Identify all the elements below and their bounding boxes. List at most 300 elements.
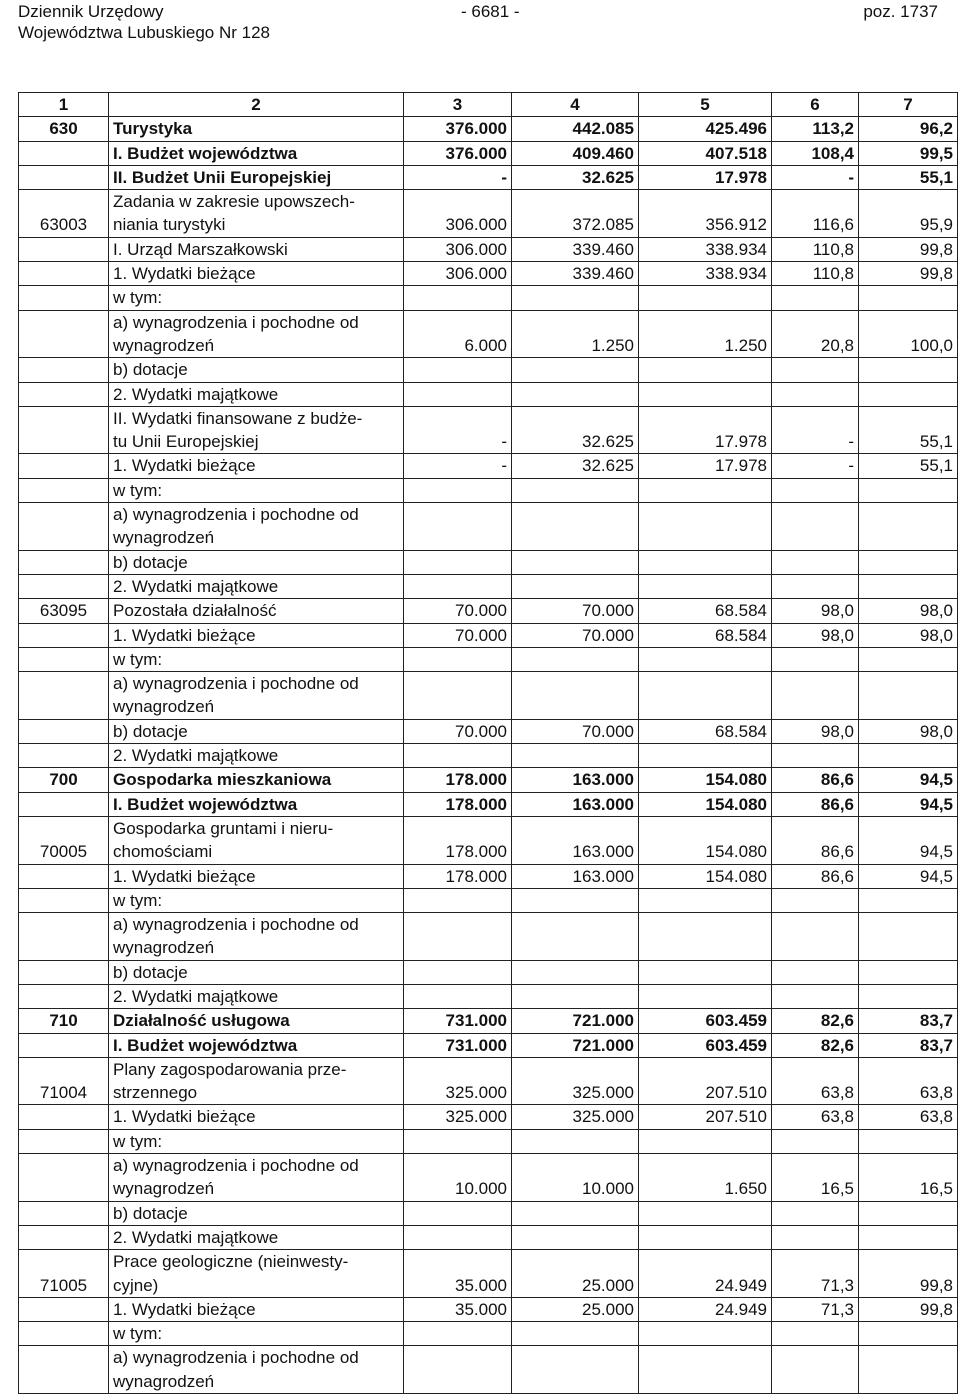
plan-value [404, 550, 512, 574]
table-row [19, 792, 958, 816]
amended-plan-value: 1.250 [512, 310, 639, 358]
item-name: a) wynagrodzenia i pochodne od wynagrodzeń [109, 913, 404, 961]
table-row [19, 1346, 958, 1394]
plan-value: 306.000 [404, 237, 512, 261]
item-name: 1. Wydatki bieżące [109, 1297, 404, 1321]
classification-code: 630 [19, 117, 109, 141]
amended-plan-value [512, 984, 639, 1008]
percent-of-amended [859, 744, 958, 768]
classification-code [19, 864, 109, 888]
plan-value: - [404, 165, 512, 189]
item-name: 2. Wydatki majątkowe [109, 382, 404, 406]
item-name: w tym: [109, 1322, 404, 1346]
classification-code [19, 406, 109, 454]
percent-of-amended [859, 647, 958, 671]
classification-code: 63003 [19, 190, 109, 238]
plan-value [404, 672, 512, 720]
position-number: poz. 1737 [863, 2, 938, 21]
item-name: b) dotacje [109, 550, 404, 574]
plan-value: 10.000 [404, 1154, 512, 1202]
item-name: I. Budżet województwa [109, 1033, 404, 1057]
classification-code [19, 1201, 109, 1225]
execution-value [639, 960, 772, 984]
classification-code [19, 286, 109, 310]
plan-value: 35.000 [404, 1297, 512, 1321]
amended-plan-value: 70.000 [512, 719, 639, 743]
classification-code [19, 1297, 109, 1321]
classification-code: 710 [19, 1009, 109, 1033]
table-row [19, 286, 958, 310]
percent-of-amended: 94,5 [859, 792, 958, 816]
plan-value: 376.000 [404, 141, 512, 165]
percent-of-amended: 16,5 [859, 1154, 958, 1202]
classification-code [19, 574, 109, 598]
percent-of-amended: 55,1 [859, 165, 958, 189]
percent-of-plan: 116,6 [772, 190, 859, 238]
execution-value: 24.949 [639, 1297, 772, 1321]
table-row [19, 960, 958, 984]
percent-of-plan [772, 1225, 859, 1249]
execution-value: 154.080 [639, 816, 772, 864]
percent-of-amended [859, 1225, 958, 1249]
journal-title: Dziennik Urzędowy [18, 2, 164, 21]
execution-value: 356.912 [639, 190, 772, 238]
classification-code: 700 [19, 768, 109, 792]
plan-value [404, 913, 512, 961]
percent-of-amended [859, 358, 958, 382]
execution-value [639, 382, 772, 406]
item-name: a) wynagrodzenia i pochodne od wynagrodzeń [109, 672, 404, 720]
item-name: b) dotacje [109, 719, 404, 743]
execution-value [639, 1201, 772, 1225]
percent-of-amended: 55,1 [859, 454, 958, 478]
table-row [19, 117, 958, 141]
amended-plan-value [512, 550, 639, 574]
amended-plan-value [512, 574, 639, 598]
classification-code [19, 454, 109, 478]
plan-value: 325.000 [404, 1057, 512, 1105]
percent-of-plan [772, 382, 859, 406]
execution-value: 338.934 [639, 262, 772, 286]
classification-code [19, 382, 109, 406]
item-name: b) dotacje [109, 1201, 404, 1225]
table-row [19, 1154, 958, 1202]
amended-plan-value [512, 1322, 639, 1346]
percent-of-amended: 99,8 [859, 1250, 958, 1298]
execution-value: 1.650 [639, 1154, 772, 1202]
item-name: 1. Wydatki bieżące [109, 1105, 404, 1129]
execution-value: 154.080 [639, 768, 772, 792]
execution-value [639, 1322, 772, 1346]
classification-code [19, 719, 109, 743]
execution-value: 603.459 [639, 1009, 772, 1033]
amended-plan-value: 339.460 [512, 237, 639, 261]
execution-value [639, 913, 772, 961]
percent-of-plan: 71,3 [772, 1250, 859, 1298]
table-row [19, 358, 958, 382]
amended-plan-value [512, 358, 639, 382]
classification-code [19, 1225, 109, 1249]
amended-plan-value [512, 1346, 639, 1394]
execution-value: 207.510 [639, 1105, 772, 1129]
table-row [19, 141, 958, 165]
plan-value [404, 984, 512, 1008]
classification-code [19, 913, 109, 961]
table-row [19, 165, 958, 189]
execution-value: 603.459 [639, 1033, 772, 1057]
execution-value: 425.496 [639, 117, 772, 141]
table-row [19, 1322, 958, 1346]
amended-plan-value: 325.000 [512, 1057, 639, 1105]
item-name: b) dotacje [109, 960, 404, 984]
classification-code [19, 984, 109, 1008]
amended-plan-value [512, 1201, 639, 1225]
plan-value: 376.000 [404, 117, 512, 141]
percent-of-plan: 16,5 [772, 1154, 859, 1202]
execution-value [639, 1346, 772, 1394]
table-row [19, 984, 958, 1008]
percent-of-amended: 99,8 [859, 1297, 958, 1321]
classification-code [19, 358, 109, 382]
item-name: Plany zagospodarowania prze- strzennego [109, 1057, 404, 1105]
classification-code [19, 237, 109, 261]
classification-code [19, 1033, 109, 1057]
item-name: Turystyka [109, 117, 404, 141]
amended-plan-value: 163.000 [512, 864, 639, 888]
classification-code [19, 1346, 109, 1394]
percent-of-plan: 20,8 [772, 310, 859, 358]
amended-plan-value: 372.085 [512, 190, 639, 238]
percent-of-amended: 83,7 [859, 1033, 958, 1057]
execution-value [639, 984, 772, 1008]
table-row [19, 478, 958, 502]
plan-value [404, 503, 512, 551]
column-number: 3 [404, 93, 512, 117]
percent-of-amended: 83,7 [859, 1009, 958, 1033]
execution-value: 17.978 [639, 406, 772, 454]
item-name: Gospodarka gruntami i nieru- chomościami [109, 816, 404, 864]
classification-code [19, 888, 109, 912]
percent-of-amended [859, 672, 958, 720]
amended-plan-value [512, 1225, 639, 1249]
plan-value: 70.000 [404, 623, 512, 647]
item-name: a) wynagrodzenia i pochodne od wynagrodzeń [109, 503, 404, 551]
item-name: 2. Wydatki majątkowe [109, 1225, 404, 1249]
plan-value: 6.000 [404, 310, 512, 358]
column-number: 7 [859, 93, 958, 117]
percent-of-plan: 86,6 [772, 768, 859, 792]
amended-plan-value: 163.000 [512, 768, 639, 792]
amended-plan-value: 325.000 [512, 1105, 639, 1129]
table-row [19, 503, 958, 551]
percent-of-plan [772, 888, 859, 912]
item-name: 2. Wydatki majątkowe [109, 574, 404, 598]
item-name: a) wynagrodzenia i pochodne od wynagrodzeń [109, 1346, 404, 1394]
percent-of-amended [859, 478, 958, 502]
table-row [19, 1201, 958, 1225]
amended-plan-value: 163.000 [512, 792, 639, 816]
classification-code [19, 672, 109, 720]
execution-value [639, 478, 772, 502]
percent-of-amended: 63,8 [859, 1105, 958, 1129]
percent-of-amended: 98,0 [859, 623, 958, 647]
execution-value [639, 550, 772, 574]
plan-value [404, 1322, 512, 1346]
plan-value [404, 382, 512, 406]
execution-value: 68.584 [639, 719, 772, 743]
percent-of-plan: - [772, 454, 859, 478]
item-name: 1. Wydatki bieżące [109, 623, 404, 647]
table-row [19, 1225, 958, 1249]
classification-code [19, 310, 109, 358]
percent-of-plan: - [772, 406, 859, 454]
execution-value [639, 888, 772, 912]
plan-value: - [404, 406, 512, 454]
execution-value: 207.510 [639, 1057, 772, 1105]
table-row [19, 719, 958, 743]
percent-of-amended: 94,5 [859, 816, 958, 864]
amended-plan-value: 163.000 [512, 816, 639, 864]
column-number: 6 [772, 93, 859, 117]
execution-value: 1.250 [639, 310, 772, 358]
percent-of-amended: 95,9 [859, 190, 958, 238]
table-row [19, 1129, 958, 1153]
execution-value: 338.934 [639, 237, 772, 261]
amended-plan-value: 70.000 [512, 623, 639, 647]
classification-code: 71005 [19, 1250, 109, 1298]
item-name: Zadania w zakresie upowszech- niania turystyki [109, 190, 404, 238]
amended-plan-value [512, 503, 639, 551]
table-row [19, 1105, 958, 1129]
table-row [19, 382, 958, 406]
amended-plan-value: 721.000 [512, 1009, 639, 1033]
plan-value: 178.000 [404, 792, 512, 816]
item-name: Prace geologiczne (nieinwesty- cyjne) [109, 1250, 404, 1298]
percent-of-plan: 63,8 [772, 1057, 859, 1105]
percent-of-plan: 98,0 [772, 719, 859, 743]
item-name: II. Wydatki finansowane z budże- tu Unii Europejskiej [109, 406, 404, 454]
plan-value [404, 574, 512, 598]
percent-of-amended: 94,5 [859, 864, 958, 888]
percent-of-amended: 100,0 [859, 310, 958, 358]
plan-value [404, 1225, 512, 1249]
classification-code [19, 262, 109, 286]
amended-plan-value: 442.085 [512, 117, 639, 141]
execution-value [639, 503, 772, 551]
table-row [19, 406, 958, 454]
execution-value [639, 1129, 772, 1153]
percent-of-plan: 108,4 [772, 141, 859, 165]
percent-of-plan [772, 1322, 859, 1346]
classification-code [19, 623, 109, 647]
execution-value: 407.518 [639, 141, 772, 165]
percent-of-plan: 113,2 [772, 117, 859, 141]
amended-plan-value: 10.000 [512, 1154, 639, 1202]
percent-of-plan [772, 960, 859, 984]
classification-code [19, 960, 109, 984]
item-name: b) dotacje [109, 358, 404, 382]
column-number: 2 [109, 93, 404, 117]
percent-of-plan [772, 574, 859, 598]
percent-of-plan [772, 672, 859, 720]
percent-of-amended [859, 1322, 958, 1346]
item-name: I. Urząd Marszałkowski [109, 237, 404, 261]
percent-of-amended: 98,0 [859, 599, 958, 623]
table-row [19, 599, 958, 623]
percent-of-plan [772, 744, 859, 768]
column-number: 1 [19, 93, 109, 117]
classification-code [19, 647, 109, 671]
percent-of-amended: 94,5 [859, 768, 958, 792]
plan-value: 731.000 [404, 1033, 512, 1057]
item-name: Działalność usługowa [109, 1009, 404, 1033]
plan-value: 325.000 [404, 1105, 512, 1129]
plan-value [404, 744, 512, 768]
percent-of-amended [859, 1201, 958, 1225]
percent-of-plan: 71,3 [772, 1297, 859, 1321]
table-row [19, 913, 958, 961]
plan-value: - [404, 454, 512, 478]
classification-code [19, 1154, 109, 1202]
amended-plan-value: 721.000 [512, 1033, 639, 1057]
percent-of-plan [772, 1129, 859, 1153]
percent-of-plan: 86,6 [772, 816, 859, 864]
execution-value: 68.584 [639, 599, 772, 623]
item-name: 2. Wydatki majątkowe [109, 744, 404, 768]
amended-plan-value [512, 478, 639, 502]
classification-code [19, 744, 109, 768]
amended-plan-value [512, 647, 639, 671]
execution-value [639, 286, 772, 310]
amended-plan-value [512, 382, 639, 406]
classification-code [19, 1322, 109, 1346]
plan-value: 178.000 [404, 768, 512, 792]
amended-plan-value [512, 960, 639, 984]
amended-plan-value [512, 286, 639, 310]
percent-of-plan: 86,6 [772, 864, 859, 888]
classification-code [19, 478, 109, 502]
execution-value [639, 1225, 772, 1249]
table-row [19, 672, 958, 720]
plan-value [404, 478, 512, 502]
classification-code: 70005 [19, 816, 109, 864]
amended-plan-value: 70.000 [512, 599, 639, 623]
item-name: w tym: [109, 286, 404, 310]
column-number: 4 [512, 93, 639, 117]
page-number: - 6681 - [461, 2, 520, 21]
percent-of-plan [772, 1346, 859, 1394]
amended-plan-value [512, 888, 639, 912]
percent-of-plan: 82,6 [772, 1009, 859, 1033]
item-name: w tym: [109, 1129, 404, 1153]
execution-value [639, 647, 772, 671]
percent-of-plan: 98,0 [772, 599, 859, 623]
amended-plan-value [512, 672, 639, 720]
classification-code: 63095 [19, 599, 109, 623]
table-row [19, 623, 958, 647]
percent-of-amended [859, 503, 958, 551]
item-name: Pozostała działalność [109, 599, 404, 623]
plan-value: 35.000 [404, 1250, 512, 1298]
amended-plan-value: 409.460 [512, 141, 639, 165]
plan-value [404, 1201, 512, 1225]
item-name: I. Budżet województwa [109, 792, 404, 816]
percent-of-amended [859, 984, 958, 1008]
percent-of-plan: 98,0 [772, 623, 859, 647]
journal-subtitle: Województwa Lubuskiego Nr 128 [18, 23, 270, 42]
table-row [19, 1250, 958, 1298]
percent-of-amended [859, 1129, 958, 1153]
execution-value: 24.949 [639, 1250, 772, 1298]
execution-value: 154.080 [639, 864, 772, 888]
budget-table [18, 92, 958, 1394]
table-row [19, 1009, 958, 1033]
percent-of-amended: 98,0 [859, 719, 958, 743]
percent-of-amended [859, 574, 958, 598]
plan-value [404, 888, 512, 912]
item-name: 2. Wydatki majątkowe [109, 984, 404, 1008]
amended-plan-value [512, 913, 639, 961]
table-row [19, 816, 958, 864]
percent-of-amended [859, 888, 958, 912]
plan-value: 306.000 [404, 190, 512, 238]
execution-value: 68.584 [639, 623, 772, 647]
percent-of-amended: 99,8 [859, 237, 958, 261]
classification-code: 71004 [19, 1057, 109, 1105]
amended-plan-value: 32.625 [512, 406, 639, 454]
item-name: 1. Wydatki bieżące [109, 454, 404, 478]
table-row [19, 1057, 958, 1105]
plan-value [404, 358, 512, 382]
column-number: 5 [639, 93, 772, 117]
plan-value [404, 286, 512, 310]
item-name: I. Budżet województwa [109, 141, 404, 165]
percent-of-amended [859, 382, 958, 406]
amended-plan-value: 339.460 [512, 262, 639, 286]
item-name: w tym: [109, 647, 404, 671]
percent-of-amended [859, 1346, 958, 1394]
percent-of-plan [772, 647, 859, 671]
percent-of-plan [772, 478, 859, 502]
table-row [19, 550, 958, 574]
classification-code [19, 503, 109, 551]
percent-of-plan: 110,8 [772, 237, 859, 261]
percent-of-amended: 96,2 [859, 117, 958, 141]
table-row [19, 1033, 958, 1057]
classification-code [19, 1105, 109, 1129]
table-row [19, 237, 958, 261]
percent-of-plan [772, 913, 859, 961]
plan-value: 178.000 [404, 816, 512, 864]
percent-of-plan [772, 286, 859, 310]
percent-of-plan: - [772, 165, 859, 189]
table-row [19, 262, 958, 286]
table-row [19, 454, 958, 478]
percent-of-amended: 63,8 [859, 1057, 958, 1105]
percent-of-amended [859, 913, 958, 961]
percent-of-plan: 110,8 [772, 262, 859, 286]
amended-plan-value: 32.625 [512, 454, 639, 478]
classification-code [19, 1129, 109, 1153]
column-number-row [19, 93, 958, 117]
amended-plan-value: 25.000 [512, 1297, 639, 1321]
classification-code [19, 792, 109, 816]
table-row [19, 310, 958, 358]
amended-plan-value: 25.000 [512, 1250, 639, 1298]
table-row [19, 864, 958, 888]
table-row [19, 1297, 958, 1321]
amended-plan-value [512, 1129, 639, 1153]
